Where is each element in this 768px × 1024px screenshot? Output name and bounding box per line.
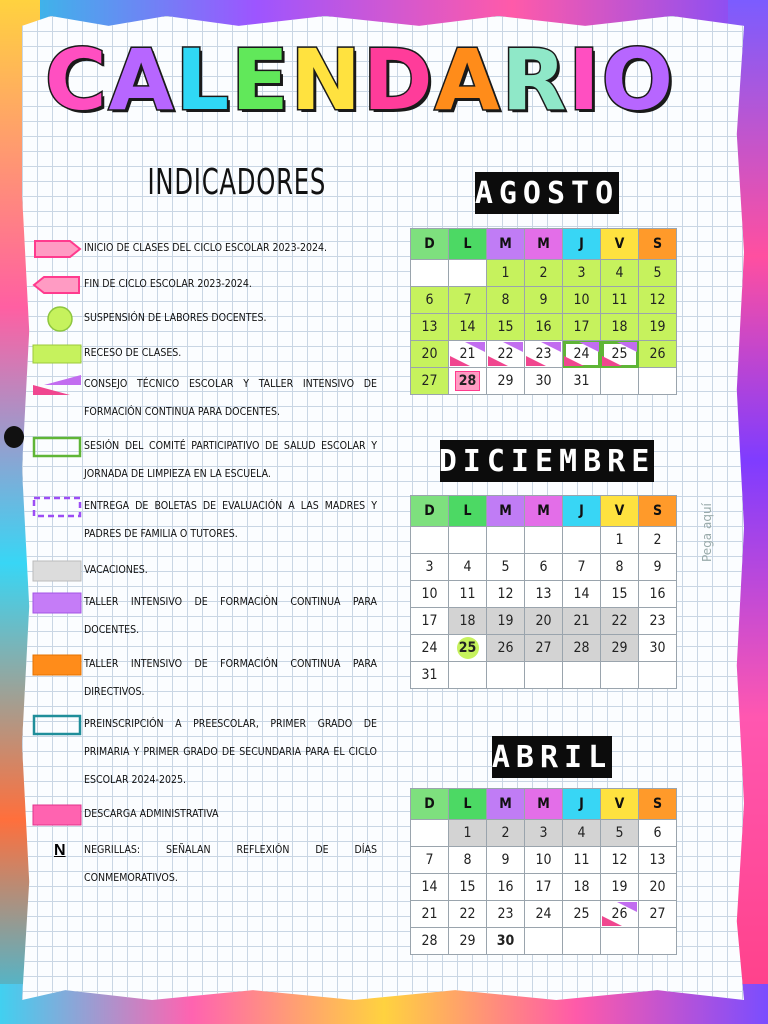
calendar-day: 20 [411, 341, 449, 368]
calendar-day: 17 [563, 314, 601, 341]
calendar-day: 18 [563, 874, 601, 901]
calendar-day: 29 [601, 635, 639, 662]
calendar-day [449, 368, 487, 395]
legend-item-text: TALLER INTENSIVO DE FORMACIÓN CONTINUA PARA DIRECTIVOS. [84, 658, 377, 698]
calendar-empty-cell [487, 527, 525, 554]
calendar-empty-cell [601, 928, 639, 955]
calendar-day: 5 [487, 554, 525, 581]
calendar-day: 6 [525, 554, 563, 581]
calendar-day: 1 [601, 527, 639, 554]
legend-item-text: SESIÓN DEL COMITÉ PARTICIPATIVO DE SALUD ESCOLAR Y JORNADA DE LIMPIEZA EN LA ESCUELA. [84, 440, 377, 480]
calendar-day: 10 [563, 287, 601, 314]
diagonal-split-icon [32, 373, 84, 397]
pink-box-icon [32, 803, 84, 827]
calendar-day: 25 [563, 901, 601, 928]
calendar-day: 3 [563, 260, 601, 287]
calendar-day: 25 [601, 341, 639, 368]
calendar-day: 22 [487, 341, 525, 368]
calendar-day: 14 [563, 581, 601, 608]
suspension-day-marker: 25 [457, 637, 479, 659]
calendar-day: 1 [487, 260, 525, 287]
weekday-header: M [525, 496, 563, 527]
calendar-empty-cell [449, 527, 487, 554]
teal-outline-box-icon [32, 713, 84, 737]
calendar-day: 23 [525, 341, 563, 368]
calendar-day: 10 [411, 581, 449, 608]
calendar-day: 26 [639, 341, 677, 368]
orange-box-icon [32, 653, 84, 677]
calendar-day: 4 [449, 554, 487, 581]
calendar-day: 20 [639, 874, 677, 901]
calendar-day: 16 [487, 874, 525, 901]
lime-box-icon [32, 342, 84, 366]
calendar-day: 11 [563, 847, 601, 874]
calendar-day: 6 [411, 287, 449, 314]
calendar-day: 24 [411, 635, 449, 662]
calendar-day: 24 [525, 901, 563, 928]
weekday-header: M [487, 789, 525, 820]
weekday-header: L [449, 229, 487, 260]
title-letter: I [568, 31, 602, 129]
black-dot-decoration [4, 426, 24, 448]
calendar-day: 30 [487, 928, 525, 955]
calendar-day: 13 [639, 847, 677, 874]
calendar-empty-cell [525, 662, 563, 689]
legend-item [32, 556, 377, 584]
calendar-day: 27 [639, 901, 677, 928]
weekday-header: J [563, 229, 601, 260]
weekday-header: M [525, 789, 563, 820]
calendar-day: 12 [487, 581, 525, 608]
calendar-day: 17 [411, 608, 449, 635]
calendar-empty-cell [487, 662, 525, 689]
calendar-agosto [410, 228, 677, 395]
calendar-empty-cell [601, 662, 639, 689]
weekday-header: S [639, 789, 677, 820]
calendar-empty-cell [449, 662, 487, 689]
legend-item [32, 234, 377, 262]
weekday-header: M [525, 229, 563, 260]
calendar-day: 9 [525, 287, 563, 314]
bold-n-icon [32, 839, 84, 863]
legend-item-text: CONSEJO TÉCNICO ESCOLAR Y TALLER INTENSIVO DE FORMACIÓN CONTINUA PARA DOCENTES. [84, 378, 377, 418]
calendar-empty-cell [639, 662, 677, 689]
calendar-day: 8 [487, 287, 525, 314]
legend-item [32, 270, 377, 298]
calendar-day: 29 [449, 928, 487, 955]
pink-arrow-left-icon [32, 273, 84, 297]
calendar-day: 11 [601, 287, 639, 314]
legend-item-text: SUSPENSIÓN DE LABORES DOCENTES. [84, 312, 267, 324]
calendar-day: 31 [563, 368, 601, 395]
calendar-day: 13 [525, 581, 563, 608]
legend-item [32, 800, 377, 828]
calendar-day: 8 [449, 847, 487, 874]
legend-item-text: TALLER INTENSIVO DE FORMACIÒN CONTINUA PARA DOCENTES. [84, 596, 377, 636]
calendar-day: 30 [639, 635, 677, 662]
school-start-marker: 28 [455, 371, 481, 391]
weekday-header: J [563, 496, 601, 527]
legend-item [32, 304, 377, 332]
legend-item-text: VACACIONES. [84, 564, 148, 576]
legend-item-text: DESCARGA ADMINISTRATIVA [84, 808, 219, 820]
page-title [40, 30, 680, 130]
calendar-day: 22 [601, 608, 639, 635]
calendar-day: 4 [563, 820, 601, 847]
calendar-day: 21 [563, 608, 601, 635]
title-letter: D [362, 31, 435, 129]
weekday-header: M [487, 496, 525, 527]
calendar-day: 14 [449, 314, 487, 341]
calendar-day: 7 [411, 847, 449, 874]
calendar-day: 12 [601, 847, 639, 874]
side-note-text: Pega aquí [700, 503, 714, 562]
calendar-day: 16 [639, 581, 677, 608]
calendar-day: 5 [601, 820, 639, 847]
weekday-header: L [449, 496, 487, 527]
legend-item-text: NEGRILLAS: SEÑALAN REFLEXIÓN DE DÍAS CONMEMORATIVOS. [84, 844, 377, 884]
legend-item [32, 432, 377, 488]
calendar-day: 19 [487, 608, 525, 635]
title-letter: C [44, 31, 109, 129]
calendar-empty-cell [525, 527, 563, 554]
calendar-day: 2 [525, 260, 563, 287]
calendar-abril [410, 788, 677, 955]
calendar-day: 28 [411, 928, 449, 955]
calendar-day: 19 [601, 874, 639, 901]
weekday-header: L [449, 789, 487, 820]
legend-heading: INDICADORES [147, 162, 326, 203]
month-title-agosto: AGOSTO [475, 172, 619, 214]
calendar-empty-cell [411, 820, 449, 847]
calendar-day: 14 [411, 874, 449, 901]
calendar-empty-cell [563, 662, 601, 689]
weekday-header: J [563, 789, 601, 820]
calendar-day: 30 [525, 368, 563, 395]
calendar-empty-cell [411, 527, 449, 554]
weekday-header: V [601, 229, 639, 260]
title-letter: O [601, 31, 676, 129]
legend-item [32, 836, 377, 892]
calendar-day: 3 [525, 820, 563, 847]
calendar-day: 5 [639, 260, 677, 287]
calendar-empty-cell [563, 527, 601, 554]
calendar-day: 4 [601, 260, 639, 287]
calendar-day: 18 [449, 608, 487, 635]
calendar-day: 27 [411, 368, 449, 395]
weekday-header: S [639, 229, 677, 260]
calendar-empty-cell [639, 928, 677, 955]
title-letter: A [108, 31, 176, 129]
calendar-day: 7 [563, 554, 601, 581]
title-letter: A [434, 31, 502, 129]
legend-item-text: PREINSCRIPCIÓN A PREESCOLAR, PRIMER GRADO DE PRIMARIA Y PRIMER GRADO DE SECUNDARIA PARA EL CICLO ESCOLAR 2024-2025. [84, 718, 377, 786]
weekday-header: D [411, 789, 449, 820]
title-letter: N [290, 31, 363, 129]
calendar-day: 27 [525, 635, 563, 662]
calendar-day: 3 [411, 554, 449, 581]
green-circle-icon [32, 307, 84, 331]
legend-item [32, 370, 377, 426]
calendar-day: 17 [525, 874, 563, 901]
calendar-day: 29 [487, 368, 525, 395]
calendar-day: 19 [639, 314, 677, 341]
calendar-day: 8 [601, 554, 639, 581]
calendar-day: 15 [449, 874, 487, 901]
calendar-day: 9 [639, 554, 677, 581]
calendar-empty-cell [449, 260, 487, 287]
pink-arrow-right-icon [32, 237, 84, 261]
calendar-day: 7 [449, 287, 487, 314]
calendar-day: 28 [563, 635, 601, 662]
calendar-day: 2 [487, 820, 525, 847]
bold-n-symbol: N [54, 842, 66, 859]
weekday-header: V [601, 496, 639, 527]
weekday-header: D [411, 229, 449, 260]
title-letter: L [175, 31, 232, 129]
legend-item-text: INICIO DE CLASES DEL CICLO ESCOLAR 2023-2024. [84, 242, 328, 254]
legend-item-text: ENTREGA DE BOLETAS DE EVALUACIÓN A LAS MADRES Y PADRES DE FAMILIA O TUTORES. [84, 500, 377, 540]
calendar-day: 21 [411, 901, 449, 928]
calendar-day: 1 [449, 820, 487, 847]
calendar-empty-cell [639, 368, 677, 395]
purple-dashed-box-icon [32, 495, 84, 519]
green-outline-box-icon [32, 435, 84, 459]
calendar-day: 15 [601, 581, 639, 608]
calendar-empty-cell [601, 368, 639, 395]
calendar-empty-cell [411, 260, 449, 287]
calendar-day [449, 635, 487, 662]
calendar-day: 24 [563, 341, 601, 368]
weekday-header: V [601, 789, 639, 820]
calendar-day: 15 [487, 314, 525, 341]
purple-box-icon [32, 591, 84, 615]
title-letter: R [501, 31, 569, 129]
calendar-day: 21 [449, 341, 487, 368]
weekday-header: D [411, 496, 449, 527]
legend-item-text: FIN DE CICLO ESCOLAR 2023-2024. [84, 278, 252, 290]
legend-item [32, 339, 377, 367]
calendar-day: 6 [639, 820, 677, 847]
calendar-day: 9 [487, 847, 525, 874]
legend-item [32, 492, 377, 548]
calendar-day: 12 [639, 287, 677, 314]
calendar-day: 13 [411, 314, 449, 341]
calendar-day: 22 [449, 901, 487, 928]
legend-item [32, 588, 377, 644]
calendar-day: 26 [601, 901, 639, 928]
calendar-day: 18 [601, 314, 639, 341]
calendar-day: 16 [525, 314, 563, 341]
calendar-day: 31 [411, 662, 449, 689]
title-letter: E [231, 31, 291, 129]
weekday-header: M [487, 229, 525, 260]
calendar-empty-cell [563, 928, 601, 955]
calendar-empty-cell [525, 928, 563, 955]
month-title-diciembre: DICIEMBRE [440, 440, 654, 482]
calendar-day: 10 [525, 847, 563, 874]
month-title-abril: ABRIL [492, 736, 612, 778]
legend-item [32, 710, 377, 794]
weekday-header: S [639, 496, 677, 527]
calendar-day: 23 [487, 901, 525, 928]
calendar-day: 11 [449, 581, 487, 608]
calendar-day: 2 [639, 527, 677, 554]
gray-box-icon [32, 559, 84, 583]
calendar-day: 26 [487, 635, 525, 662]
calendar-day: 23 [639, 608, 677, 635]
legend-item [32, 650, 377, 706]
legend-item-text: RECESO DE CLASES. [84, 347, 182, 359]
calendar-day: 20 [525, 608, 563, 635]
calendar-diciembre [410, 495, 677, 689]
